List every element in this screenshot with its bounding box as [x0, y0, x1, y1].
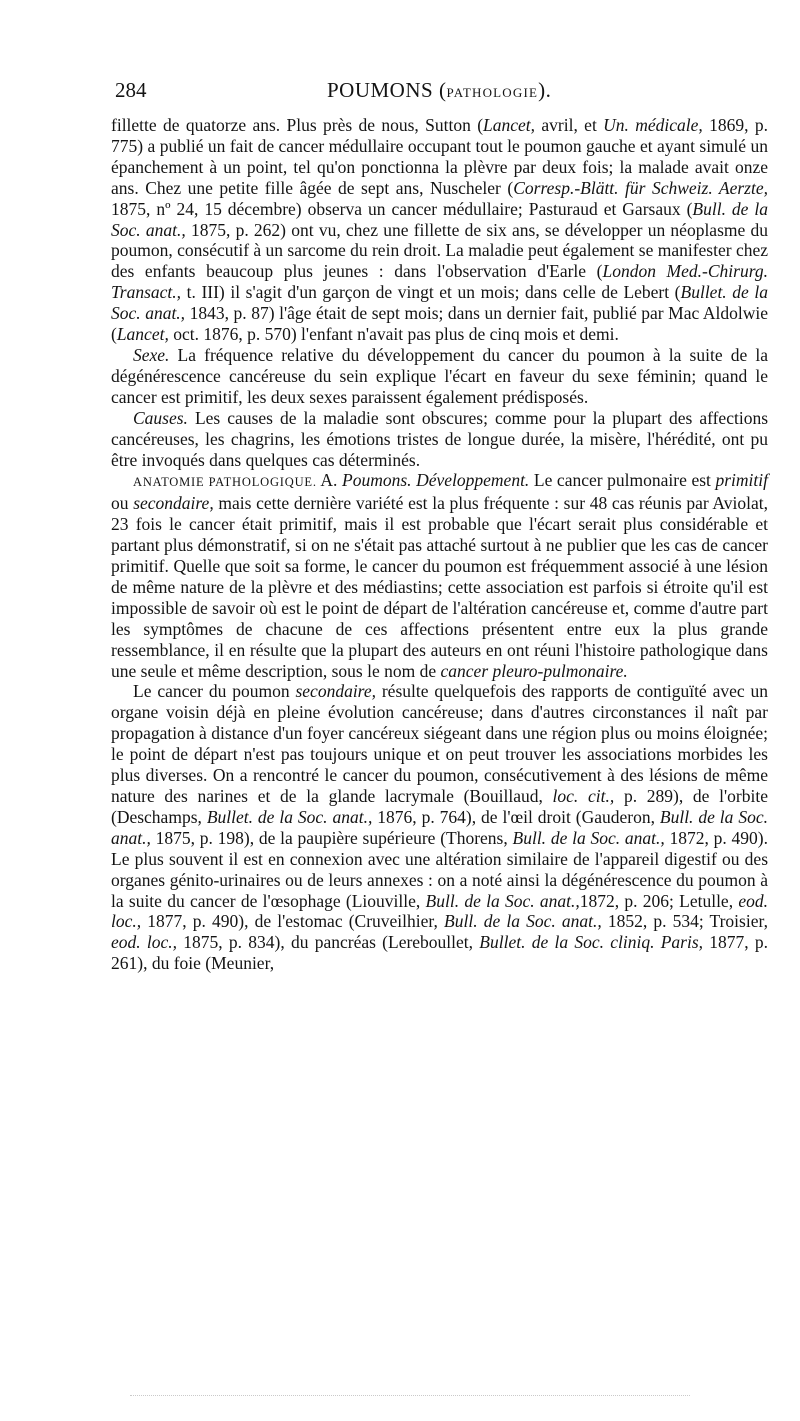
- paragraph-age-cases: fillette de quatorze ans. Plus près de nous, Sutton (Lancet, avril, et Un. médicale, 1869, p. 775) a publié un fait de cancer médullaire occupant tout le poumon gauche et ayant simulé un épanchement à un point, tel qu'on ponctionna la plèvre par deux fois; la malade avait onze ans. Chez une petite fille âgée de sept ans, Nuscheler (Corresp.-Blätt. für Schweiz. Aerzte, 1875, nº 24, 15 décembre) observa un cancer médullaire; Pasturaud et Garsaux (Bull. de la Soc. anat., 1875, p. 262) ont vu, chez une fillette de six ans, se développer un néoplasme du poumon, consécutif à un sarcome du rein droit. La maladie peut également se manifester chez des enfants beaucoup plus jeunes : dans l'observation d'Earle (London Med.-Chirurg. Transact., t. III) il s'agit d'un garçon de vingt et un mois; dans celle de Lebert (Bullet. de la Soc. anat., 1843, p. 87) l'âge était de sept mois; dans un dernier fait, publié par Mac Aldolwie (Lancet, oct. 1876, p. 570) l'enfant n'avait pas plus de cinq mois et demi.: [111, 115, 769, 345]
- paragraph-anatomie-pathologique: ANATOMIE PATHOLOGIQUE. A. Poumons. Développement. Le cancer pulmonaire est primitif ou secondaire, mais cette dernière variété est la plus fréquente : sur 48 cas réunis par Aviolat, 23 fois le cancer était primitif, mais il est probable que l'écart serait plus considérable et partant plus démonstratif, si on ne s'était pas attaché surtout à ne publier que les cas de cancer primitif. Quelle que soit sa forme, le cancer du poumon est fréquemment associé à une lésion de même nature de la plèvre et des médiastins; cette association est parfois si étroite qu'il est impossible de savoir où est le point de départ de l'altération cancéreuse et, comme d'autre part les symptômes de chacune de ces affections présentent entre eux la plus grande ressemblance, il en résulte que la plupart des auteurs en ont réuni l'histoire pathologique dans une seule et même description, sous le nom de cancer pleuro-pulmonaire.: [111, 470, 769, 681]
- scan-artifact-footer: [130, 1395, 690, 1398]
- body-text: [111, 115, 768, 974]
- paragraph-causes: Causes. Les causes de la maladie sont obscures; comme pour la plupart des affections cancéreuses, les chagrins, les émotions tristes de longue durée, la misère, l'hérédité, ont pu être invoqués dans quelques cas déterminés.: [111, 407, 768, 470]
- section-lead-causes: Causes.: [133, 407, 188, 428]
- running-header: [115, 78, 755, 108]
- running-title-main: POUMONS: [327, 78, 434, 102]
- running-title-close: ).: [538, 78, 552, 102]
- section-lead-sexe: Sexe.: [133, 344, 170, 365]
- section-heading-anatomie: ANATOMIE PATHOLOGIQUE.: [133, 475, 317, 490]
- running-title-open: (: [433, 78, 447, 102]
- paragraph-cancer-secondaire: Le cancer du poumon secondaire, résulte quelquefois des rapports de contiguïté avec un organe voisin déjà en pleine évolution cancéreuse; dans d'autres circonstances il naît par propagation à distance d'un foyer cancéreux siégeant dans une région plus ou moins éloignée; le point de départ n'est pas toujours unique et on peut trouver les associations morbides les plus diverses. On a rencontré le cancer du poumon, consécutivement à des lésions de même nature des narines et de la glande lacrymale (Bouillaud, loc. cit., p. 289), de l'orbite (Deschamps, Bullet. de la Soc. anat., 1876, p. 764), de l'œil droit (Gauderon, Bull. de la Soc. anat., 1875, p. 198), de la paupière supérieure (Thorens, Bull. de la Soc. anat., 1872, p. 490). Le plus souvent il est en connexion avec une altération similaire de l'appareil digestif ou des organes génito-urinaires ou de leurs annexes : on a noté ainsi la dégénérescence du poumon à la suite du cancer de l'œsophage (Liouville, Bull. de la Soc. anat.,1872, p. 206; Letulle, eod. loc., 1877, p. 490), de l'estomac (Cruveilhier, Bull. de la Soc. anat., 1852, p. 534; Troisier, eod. loc., 1875, p. 834), du pancréas (Lereboullet, Bullet. de la Soc. cliniq. Paris, 1877, p. 261), du foie (Meunier,: [111, 681, 769, 974]
- page-number: 284: [115, 78, 147, 102]
- running-title-subject: PATHOLOGIE: [446, 85, 539, 100]
- paragraph-sexe: Sexe. La fréquence relative du développement du cancer du poumon à la suite de la dégénérescence cancéreuse du sein explique l'écart en faveur du sexe féminin; quand le cancer est primitif, les deux sexes paraissent également prédisposés.: [111, 344, 768, 407]
- subsection-poumons-developpement: Poumons. Développement.: [342, 470, 530, 491]
- running-title: [327, 78, 551, 103]
